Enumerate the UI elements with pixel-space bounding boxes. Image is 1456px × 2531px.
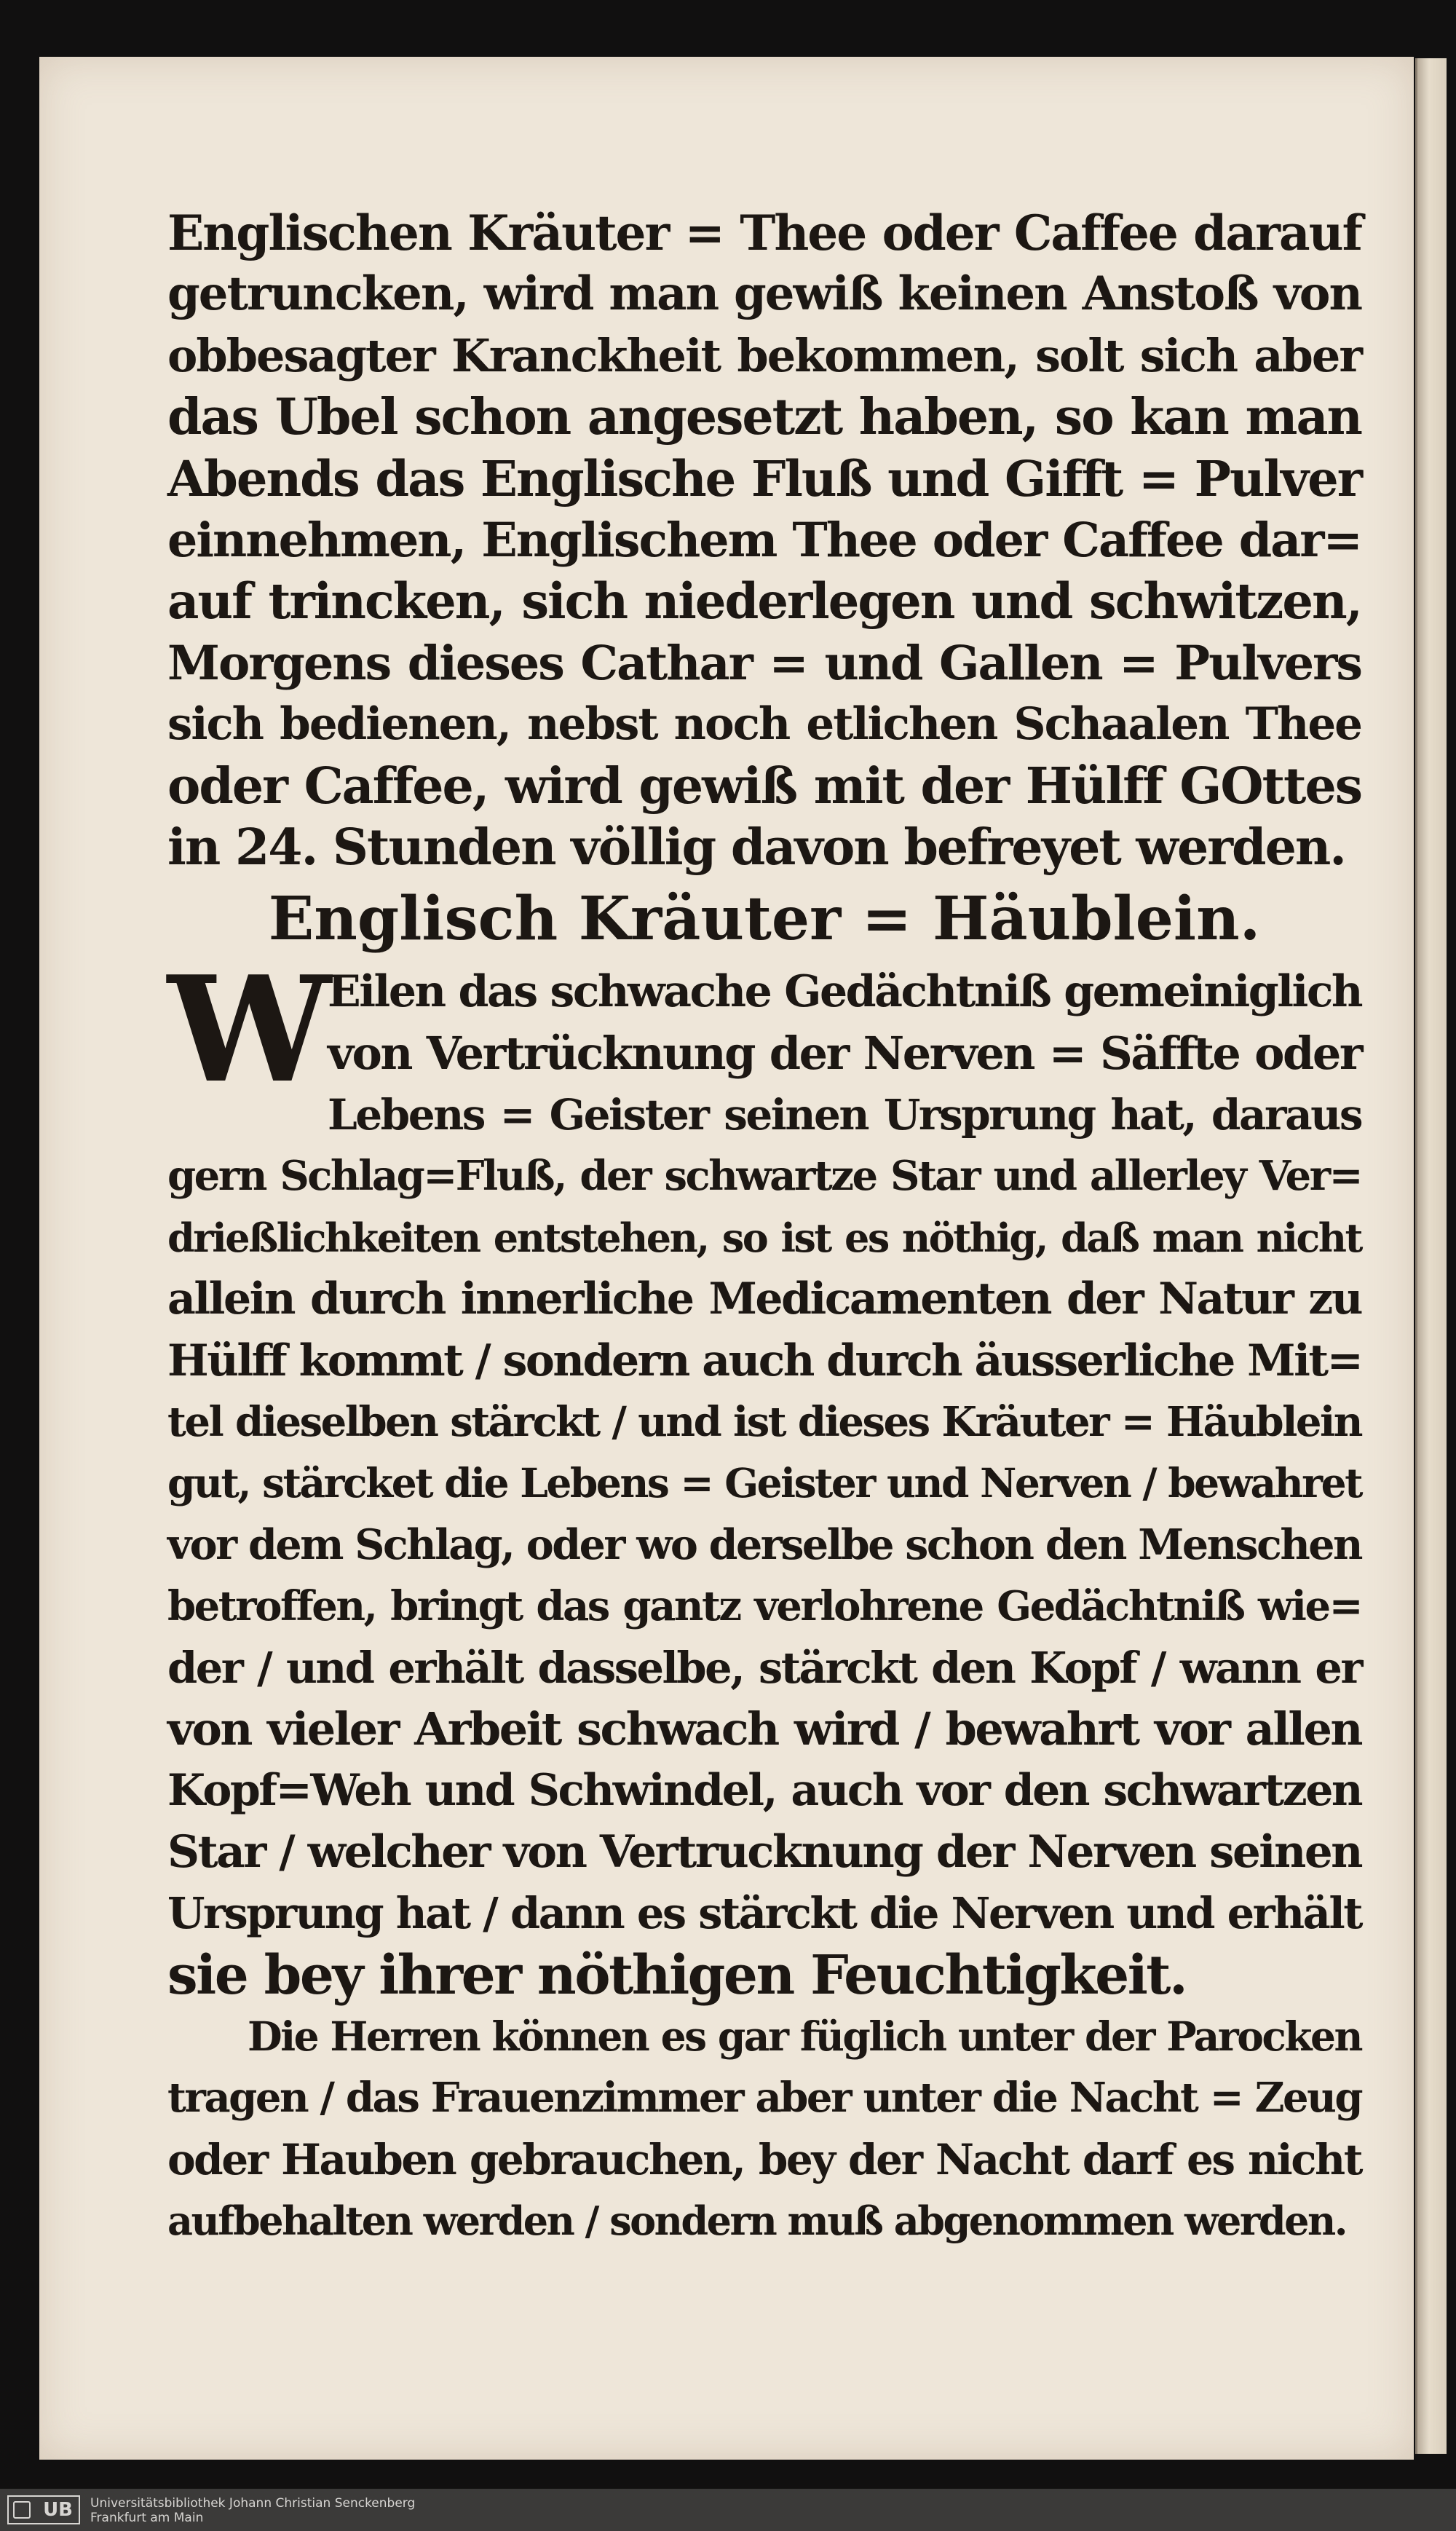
text-line: tragen / das Frauenzimmer aber unter die Nacht = Zeug [167,2074,1361,2123]
text-line: Kopf=Weh und Schwindel, auch vor den schwartzen [167,1765,1361,1817]
text-line: der / und erhält dasselbe, stärckt den Kopf / wann er [167,1642,1361,1693]
text-line: Englischen Kräuter = Thee oder Caffee darauf [167,205,1361,261]
ub-logo-text: UB [43,2499,73,2521]
text-line: Die Herren können es gar füglich unter der Parocken [248,2012,1361,2060]
text-line: Eilen das schwache Gedächtniß gemeiniglich [328,966,1361,1018]
text-line: von vieler Arbeit schwach wird / bewahrt vor allen [167,1702,1361,1756]
text-line: Lebens = Geister seinen Ursprung hat, daraus [328,1090,1361,1140]
text-line: Hülff kommt / sondern auch durch äusserliche Mit= [167,1335,1362,1386]
page-text [167,202,1361,2252]
ub-logo [7,2495,80,2524]
text-line: aufbehalten werden / sondern muß abgenommen werden. [167,2198,1347,2245]
text-line: Morgens dieses Cathar = und Gallen = Pulvers [167,635,1361,691]
text-line: in 24. Stunden völlig davon befreyet werden. [167,818,1345,877]
text-line: das Ubel schon angesetzt haben, so kan man [167,388,1361,447]
paragraph-1 [167,202,1361,878]
text-line: gut, stärcket die Lebens = Geister und Nerven / bewahret [167,1459,1361,1507]
text-line: betroffen, bringt das gantz verlohrene Gedächtniß wie= [167,1582,1361,1631]
text-line: tel dieselben stärckt / und ist dieses Kräuter = Häublein [167,1398,1361,1447]
text-line: vor dem Schlag, oder wo derselbe schon den Menschen [167,1520,1362,1569]
library-footer [0,2489,1456,2531]
text-line: obbesagter Kranckheit bekommen, solt sich aber [167,328,1361,382]
text-line: getruncken, wird man gewiß keinen Anstoß von [167,266,1361,322]
text-line: einnehmen, Englischem Thee oder Caffee dar= [167,512,1361,568]
library-name-line-1: Universitätsbibliothek Johann Christian Senckenberg [90,2496,416,2511]
text-line: allein durch innerliche Medicamenten der Natur zu [167,1274,1361,1325]
document-page [39,57,1414,2460]
drop-cap-initial: W [167,944,331,1116]
text-line: auf trincken, sich niederlegen und schwitzen, [167,572,1361,631]
library-name-line-2: Frankfurt am Main [90,2511,204,2525]
text-line: oder Caffee, wird gewiß mit der Hülff GOttes [167,757,1361,816]
text-line: drießlichkeiten entstehen, so ist es nöthig, daß man nicht [167,1214,1361,1261]
next-page-edge [1415,58,1447,2454]
paragraph-2 [167,944,1362,2007]
section-heading: Englisch Kräuter = Häublein. [268,884,1261,955]
paragraph-3 [167,2006,1361,2252]
text-line: von Vertrücknung der Nerven = Säffte oder [328,1026,1361,1080]
library-name [90,2496,415,2525]
text-line: Abends das Englische Fluß und Gifft = Pulver [167,449,1361,508]
text-line: oder Hauben gebrauchen, bey der Nacht darf es nicht [167,2134,1361,2184]
library-emblem-icon [13,2501,31,2519]
text-line: Star / welcher von Vertrucknung der Nerven seinen [167,1825,1361,1878]
text-line: sich bedienen, nebst noch etlichen Schaalen Thee [167,698,1361,751]
text-line: sie bey ihrer nöthigen Feuchtigkeit. [167,1943,1187,2007]
text-line: Ursprung hat / dann es stärckt die Nerven und erhält [167,1888,1361,1939]
text-line: gern Schlag=Fluß, der schwartze Star und allerley Ver= [167,1152,1361,1201]
